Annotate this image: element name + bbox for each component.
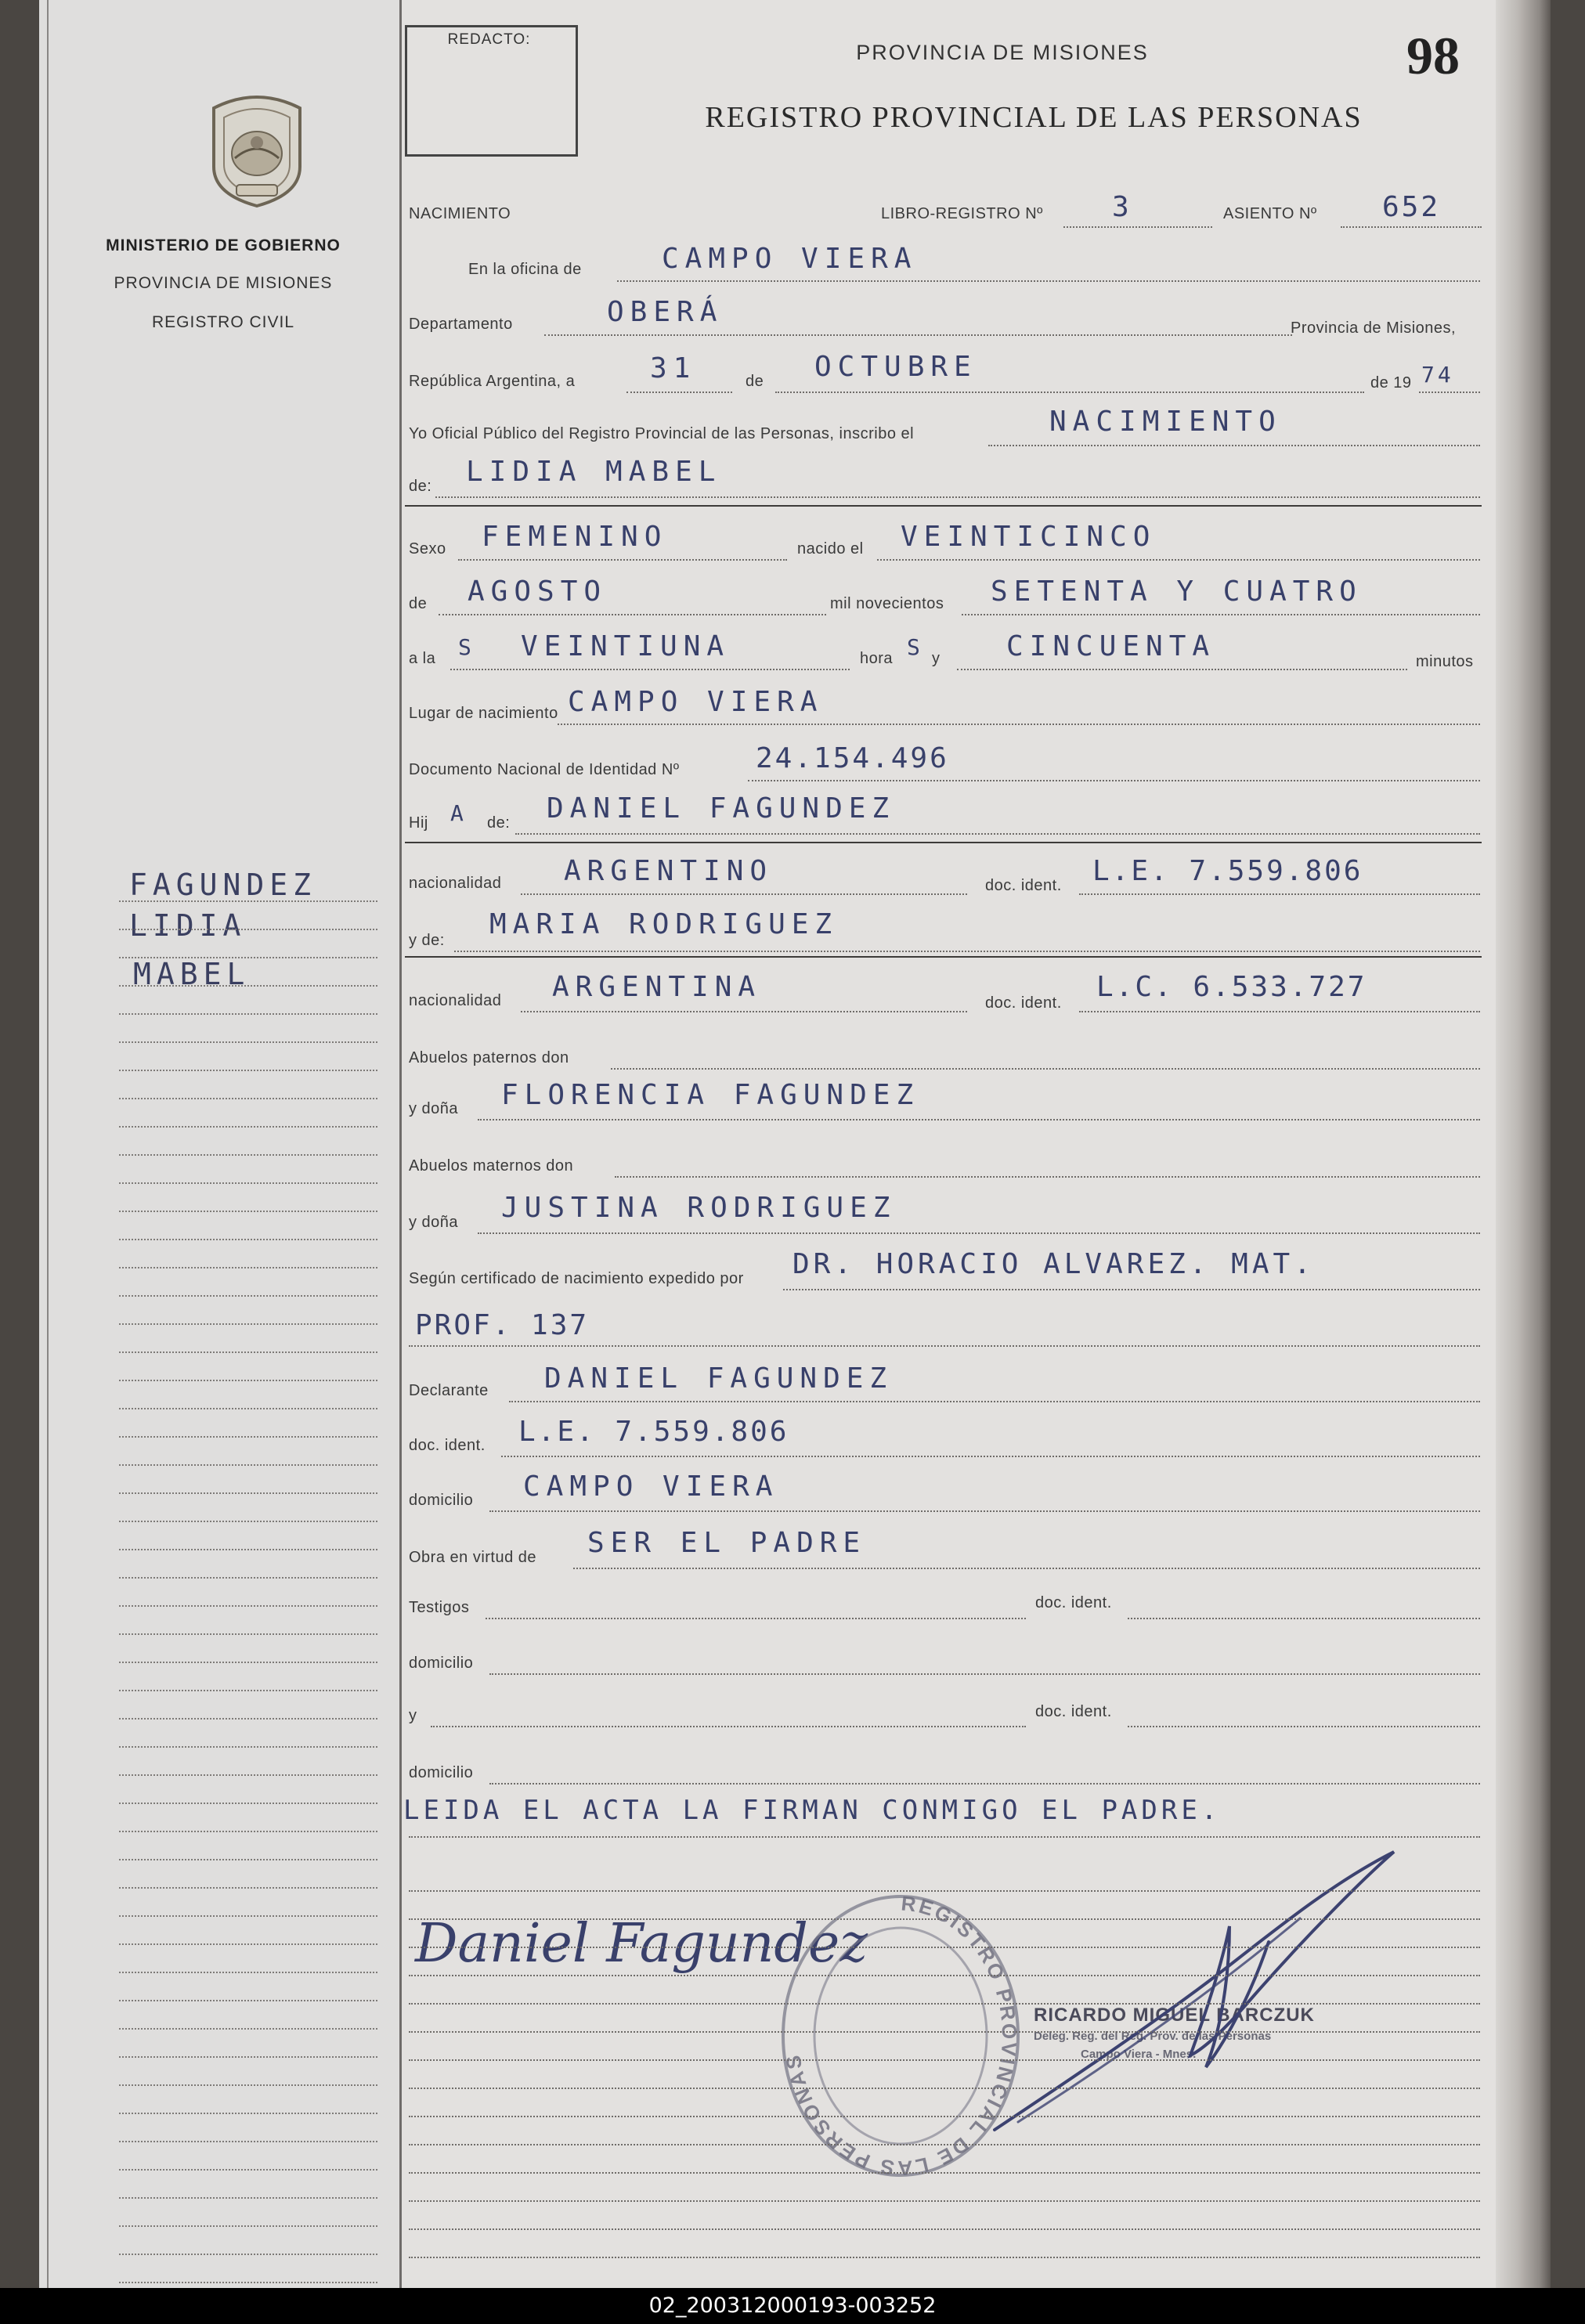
margin-dotted-line [119, 1774, 377, 1776]
margin-dotted-line [119, 1041, 377, 1043]
margin-dotted-line [119, 1323, 377, 1325]
padre-nacionalidad-label: nacionalidad [409, 875, 502, 892]
nacido-el-line [877, 559, 1480, 561]
dia-line [626, 392, 732, 393]
margin-dotted-line [119, 1887, 377, 1889]
abuelos-paternos-line [611, 1068, 1480, 1070]
margin-dotted-line [119, 2113, 377, 2114]
margin-dotted-line [119, 2084, 377, 2086]
abuela-paterna-line [478, 1119, 1480, 1120]
folio-number: 98 [1406, 26, 1460, 85]
minutos-value: CINCUENTA [1006, 630, 1216, 662]
hora-prefijo-value: S [458, 634, 475, 660]
declarante-doc-value: L.E. 7.559.806 [518, 1416, 789, 1448]
testigo2-doc-label: doc. ident. [1035, 1703, 1112, 1720]
margin-dotted-line [119, 1492, 377, 1494]
hij-label: Hij [409, 814, 428, 832]
act-type-label: NACIMIENTO [409, 205, 511, 222]
testigos-label: Testigos [409, 1599, 470, 1616]
madre-value: MARIA RODRIGUEZ [489, 908, 839, 940]
lower-dotted-line [409, 1975, 1480, 1976]
margin-dotted-line [119, 1408, 377, 1409]
margin-dotted-line [119, 2028, 377, 2030]
dni-line [748, 780, 1480, 781]
lower-dotted-line [409, 2031, 1480, 2033]
margin-dotted-line [119, 1380, 377, 1381]
mes-line [775, 392, 1364, 393]
margin-dotted-line [119, 1915, 377, 1917]
margin-dotted-line [119, 1013, 377, 1015]
hora-sufijo-value: S [907, 634, 923, 660]
section-rule-2 [405, 842, 1482, 843]
civil-registry-label: REGISTRO CIVIL [151, 313, 295, 331]
certificado-prof-value: PROF. 137 [415, 1309, 590, 1341]
padre-doc-label: doc. ident. [985, 877, 1062, 894]
lower-dotted-line [409, 2059, 1480, 2061]
dni-value: 24.154.496 [756, 742, 949, 774]
departamento-value: OBERÁ [607, 296, 724, 328]
madre-doc-value: L.C. 6.533.727 [1096, 971, 1367, 1003]
margin-dotted-line [119, 1577, 377, 1579]
abuela-materna-label: y doña [409, 1214, 459, 1231]
declarante-value: DANIEL FAGUNDEZ [544, 1362, 894, 1395]
margin-dotted-line [119, 2000, 377, 2001]
lugar-label: Lugar de nacimiento [409, 705, 558, 722]
provincia-label: Provincia de Misiones, [1291, 319, 1457, 337]
officer-place: Campo Viera - Mnes. [1081, 2048, 1197, 2061]
margin-dotted-line [119, 1859, 377, 1860]
lugar-value: CAMPO VIERA [568, 686, 824, 718]
margin-dotted-line [119, 2197, 377, 2199]
padre-nacionalidad-line [521, 893, 967, 895]
obra-value: SER EL PADRE [587, 1527, 867, 1559]
mil-novecientos-label: mil novecientos [830, 595, 944, 612]
margin-dotted-line [119, 1690, 377, 1691]
redacto-label: REDACTO: [447, 31, 531, 48]
province-title: PROVINCIA DE MISIONES [856, 41, 1149, 64]
madre-nacionalidad-value: ARGENTINA [552, 971, 762, 1003]
abuelos-maternos-line [615, 1176, 1480, 1178]
testigos-line [486, 1618, 1026, 1619]
nacido-anio-value: SETENTA Y CUATRO [991, 576, 1363, 608]
nombre-value: LIDIA MABEL [466, 456, 722, 488]
anio-line [1419, 392, 1480, 393]
officer-signature [971, 1848, 1410, 2145]
oficina-label: En la oficina de [468, 261, 582, 278]
asiento-value: 652 [1382, 191, 1441, 223]
anio-value: 74 [1421, 362, 1454, 388]
departamento-label: Departamento [409, 316, 513, 333]
libro-value: 3 [1112, 191, 1135, 223]
lower-dotted-line [409, 2172, 1480, 2174]
mes-value: OCTUBRE [814, 351, 977, 383]
margin-dotted-line [119, 1239, 377, 1240]
margin-surname: FAGUNDEZ [129, 868, 317, 902]
sexo-value: FEMENINO [482, 521, 668, 553]
section-rule-1 [405, 505, 1482, 507]
margin-dotted-line [119, 1126, 377, 1128]
margin-dotted-line [119, 1943, 377, 1945]
provincial-seal-icon [202, 92, 312, 210]
a-la-label: a la [409, 650, 436, 667]
margin-dotted-line [119, 2169, 377, 2171]
margin-dotted-line [119, 2282, 377, 2283]
lower-dotted-line [409, 1918, 1480, 1920]
nacido-mes-line [439, 614, 826, 615]
left-margin-rule [47, 0, 49, 2288]
asiento-label: ASIENTO Nº [1223, 205, 1317, 222]
testigos-doc-label: doc. ident. [1035, 1594, 1112, 1611]
certificado-value: DR. HORACIO ALVAREZ. MAT. [792, 1248, 1315, 1280]
lower-dotted-line [409, 2200, 1480, 2202]
image-caption: 02_200312000193-003252 [648, 2293, 937, 2318]
obra-label: Obra en virtud de [409, 1549, 537, 1566]
margin-dotted-line [119, 1070, 377, 1071]
libro-label: LIBRO-REGISTRO Nº [881, 205, 1043, 222]
padre-doc-line [1079, 893, 1480, 895]
margin-dotted-line [119, 2225, 377, 2227]
officer-name: RICARDO MIGUEL BARCZUK [1034, 2005, 1315, 2026]
inscribo-line [988, 445, 1480, 446]
de-nombre-label: de: [409, 478, 432, 495]
margin-dotted-line [119, 1267, 377, 1268]
svg-text:Daniel Fagundez: Daniel Fagundez [415, 1913, 868, 1975]
margin-dotted-line [119, 2254, 377, 2255]
testigo2-line [431, 1726, 1026, 1727]
hora-value: VEINTIUNA [521, 630, 731, 662]
obra-line [573, 1568, 1480, 1569]
section-rule-3 [405, 956, 1482, 958]
margin-dotted-line [119, 1746, 377, 1748]
abuela-paterna-label: y doña [409, 1100, 459, 1117]
lower-dotted-line [409, 2003, 1480, 2005]
sexo-line [458, 559, 787, 561]
margin-dotted-line [119, 1211, 377, 1212]
lower-dotted-line [409, 1947, 1480, 1948]
hora-label: hora [860, 650, 894, 667]
declarante-domicilio-label: domicilio [409, 1492, 474, 1509]
minutos-line [957, 669, 1407, 670]
margin-dotted-line [119, 1351, 377, 1353]
lower-dotted-line [409, 2116, 1480, 2117]
madre-doc-label: doc. ident. [985, 994, 1062, 1012]
cierre-value: LEIDA EL ACTA LA FIRMAN CONMIGO EL PADRE. [403, 1795, 1222, 1826]
certificado-line-2 [409, 1345, 1480, 1347]
declarante-domicilio-value: CAMPO VIERA [523, 1471, 779, 1503]
anio-label: de 19 [1370, 374, 1412, 392]
testigos-doc-line [1128, 1618, 1480, 1619]
madre-nacionalidad-label: nacionalidad [409, 992, 502, 1009]
margin-dotted-line [119, 1154, 377, 1156]
dia-value: 31 [650, 352, 697, 384]
declarante-line [509, 1401, 1480, 1402]
nacido-mes-value: AGOSTO [468, 576, 608, 608]
libro-line [1063, 226, 1212, 228]
testigo2-domicilio-label: domicilio [409, 1764, 474, 1781]
margin-dotted-line [119, 1182, 377, 1184]
padre-line [515, 833, 1480, 835]
abuela-paterna-value: FLORENCIA FAGUNDEZ [501, 1079, 920, 1111]
oficina-value: CAMPO VIERA [662, 243, 918, 275]
lower-dotted-line [409, 2144, 1480, 2145]
madre-nacionalidad-line [521, 1011, 967, 1012]
lower-dotted-line [409, 2228, 1480, 2230]
hora-line [450, 669, 850, 670]
y-minutos-label: y [932, 650, 941, 667]
hij-sufijo-value: A [450, 800, 467, 826]
margin-dotted-line [119, 1662, 377, 1663]
margin-dotted-line [119, 2141, 377, 2142]
margin-dotted-line [119, 1718, 377, 1720]
dni-label: Documento Nacional de Identidad Nº [409, 761, 680, 778]
margin-dotted-line [119, 1521, 377, 1522]
republica-label: República Argentina, a [409, 373, 576, 390]
padre-nacionalidad-value: ARGENTINO [564, 855, 774, 887]
de-mes-label: de [409, 595, 428, 612]
margin-dotted-line [119, 1605, 377, 1607]
margin-middle-name: MABEL [133, 957, 251, 991]
lugar-line [558, 724, 1480, 725]
declarante-doc-label: doc. ident. [409, 1437, 486, 1454]
testigo2-domicilio-line [489, 1783, 1480, 1784]
margin-dotted-line [119, 1295, 377, 1297]
nacido-el-label: nacido el [797, 540, 864, 558]
testigo2-label: y [409, 1707, 417, 1724]
abuela-materna-value: JUSTINA RODRIGUEZ [501, 1192, 897, 1224]
margin-dotted-line [119, 2056, 377, 2058]
certificado-line [783, 1289, 1480, 1290]
oficina-line [617, 280, 1480, 282]
margin-dotted-line [119, 1098, 377, 1099]
madre-line [454, 951, 1480, 952]
testigo1-domicilio-label: domicilio [409, 1655, 474, 1672]
testigo1-domicilio-line [489, 1673, 1480, 1675]
nacido-anio-line [962, 614, 1480, 615]
certificado-label: Según certificado de nacimiento expedido por [409, 1270, 744, 1287]
asiento-line [1341, 226, 1482, 228]
de-label: de [746, 373, 764, 390]
margin-first-name: LIDIA [129, 908, 247, 943]
ministry-label: MINISTERIO DE GOBIERNO [106, 236, 341, 254]
padre-value: DANIEL FAGUNDEZ [547, 792, 896, 825]
nombre-line [435, 496, 1480, 498]
margin-dotted-line [119, 1803, 377, 1804]
officer-title: Deleg. Reg. del Reg. Prov. de las Personas [1034, 2030, 1272, 2043]
abuelos-paternos-label: Abuelos paternos don [409, 1049, 569, 1066]
nacido-el-value: VEINTICINCO [901, 521, 1157, 553]
declarante-domicilio-line [489, 1510, 1480, 1512]
padre-de-label: de: [487, 814, 511, 832]
svg-text:REGISTRO PROVINCIAL DE LAS PER: REGISTRO PROVINCIAL DE LAS PERSONAS [781, 1891, 1022, 2177]
margin-dotted-line [119, 1549, 377, 1550]
testigo2-doc-line [1128, 1726, 1480, 1727]
yo-oficial-label: Yo Oficial Público del Registro Provincial de las Personas, inscribo el [409, 425, 915, 442]
margin-dotted-line [119, 957, 377, 958]
left-province-label: PROVINCIA DE MISIONES [114, 274, 333, 292]
inscribo-value: NACIMIENTO [1049, 406, 1282, 438]
cierre-line [409, 1836, 1480, 1838]
lower-dotted-line [409, 1890, 1480, 1892]
margin-dotted-line [119, 929, 377, 930]
lower-dotted-line [409, 2257, 1480, 2258]
column-divider [399, 0, 402, 2288]
minutos-label: minutos [1416, 653, 1474, 670]
abuelos-maternos-label: Abuelos maternos don [409, 1157, 574, 1175]
margin-dotted-line [119, 1464, 377, 1466]
margin-dotted-line [119, 1436, 377, 1438]
registry-title: REGISTRO PROVINCIAL DE LAS PERSONAS [705, 101, 1363, 134]
margin-dotted-line [119, 985, 377, 987]
margin-dotted-line [119, 1831, 377, 1832]
book-binding [1496, 0, 1551, 2288]
margin-dotted-line [119, 1633, 377, 1635]
madre-de-label: y de: [409, 932, 445, 949]
declarante-doc-line [501, 1456, 1480, 1457]
declarante-label: Declarante [409, 1382, 489, 1399]
lower-dotted-line [409, 2088, 1480, 2089]
margin-dotted-line [119, 900, 377, 902]
margin-dotted-line [119, 1972, 377, 1973]
abuela-materna-line [478, 1232, 1480, 1234]
departamento-line [544, 334, 1292, 336]
sexo-label: Sexo [409, 540, 446, 558]
padre-doc-value: L.E. 7.559.806 [1092, 855, 1363, 887]
madre-doc-line [1079, 1011, 1480, 1012]
